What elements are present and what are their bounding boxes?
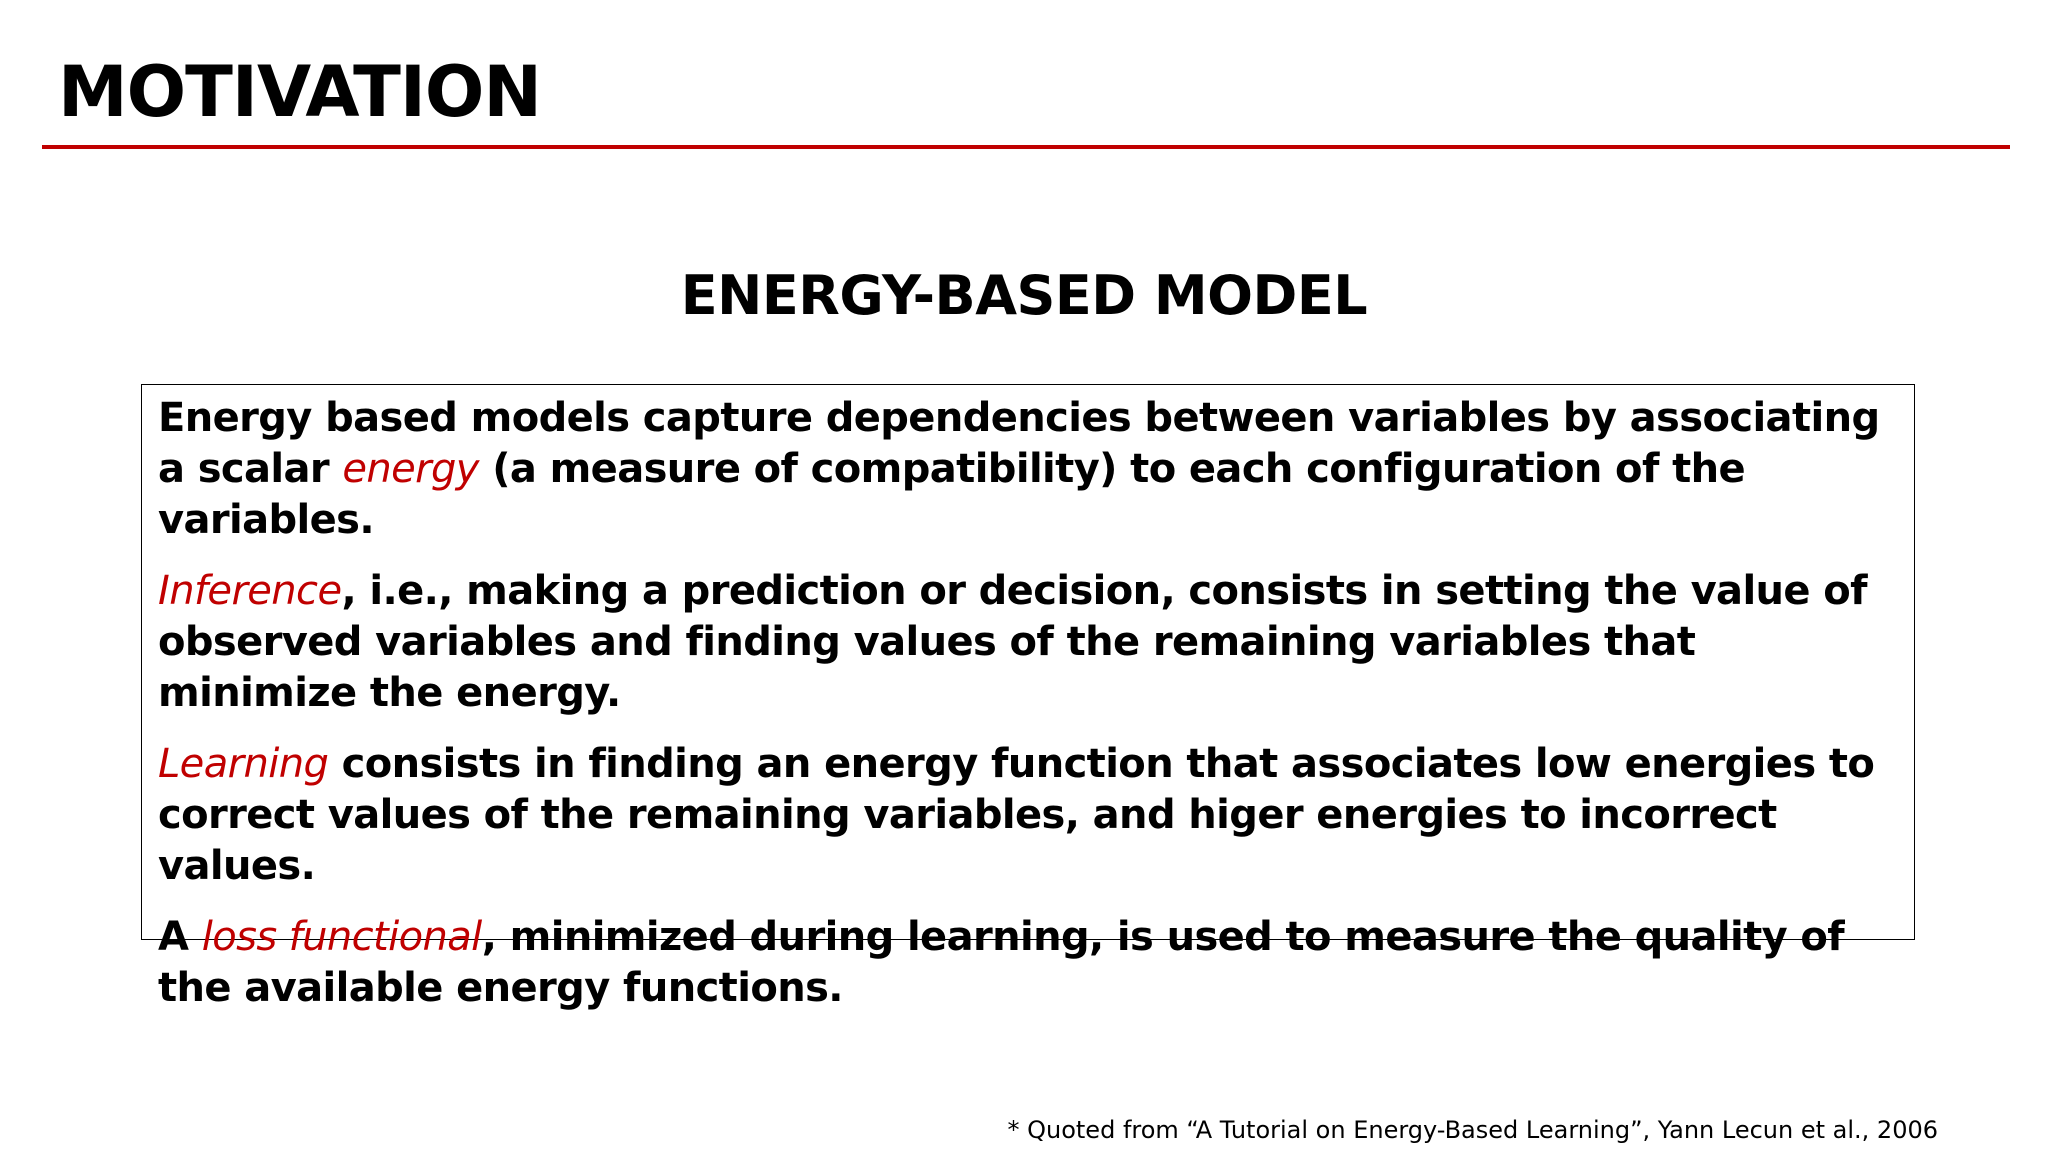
paragraph-text: , minimized during learning, is used to measure the quality of the available energy functions. bbox=[158, 914, 1845, 1011]
citation-footnote: * Quoted from “A Tutorial on Energy-Based Learning”, Yann Lecun et al., 2006 bbox=[1007, 1116, 1938, 1144]
paragraph-loss-functional bbox=[158, 912, 1896, 1014]
key-term-energy: energy bbox=[342, 446, 479, 492]
title-underline bbox=[42, 145, 2010, 149]
paragraph-energy bbox=[158, 393, 1896, 546]
paragraph-inference bbox=[158, 566, 1896, 719]
paragraph-text: consists in finding an energy function that associates low energies to correct values of the remaining variables, and higer energies to incorrect values. bbox=[158, 741, 1875, 889]
key-term-inference: Inference bbox=[158, 568, 342, 614]
section-heading: ENERGY-BASED MODEL bbox=[680, 264, 1368, 327]
quote-box bbox=[141, 384, 1915, 1011]
paragraph-learning bbox=[158, 739, 1896, 892]
paragraph-text: A bbox=[158, 914, 202, 960]
paragraph-text: , i.e., making a prediction or decision, consists in setting the value of observed variables and finding values of the remaining variables that minimize the energy. bbox=[158, 568, 1867, 716]
paragraph-text: Energy based models capture dependencies between variables by associating a scalar bbox=[158, 395, 1880, 492]
key-term-learning: Learning bbox=[158, 741, 329, 787]
paragraph-text: (a measure of compatibility) to each configuration of the variables. bbox=[158, 446, 1745, 543]
slide-title: MOTIVATION bbox=[58, 51, 542, 133]
key-term-loss-functional: loss functional bbox=[201, 914, 482, 960]
